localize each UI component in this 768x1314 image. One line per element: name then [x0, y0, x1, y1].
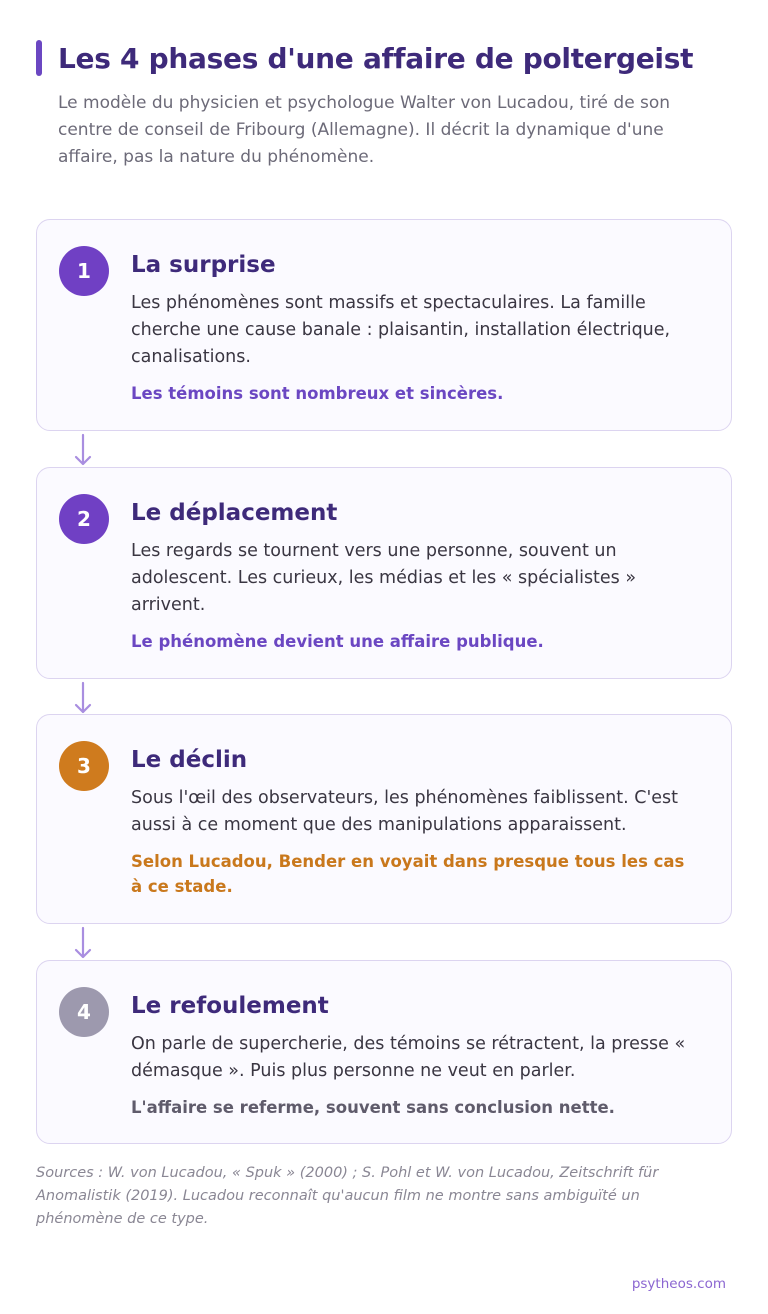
site-link[interactable]: psytheos.com [631, 1276, 726, 1292]
phase-description: Sous l'œil des observateurs, les phénomènes faiblissent. C'est aussi à ce moment que des manipulations apparaissent. [131, 788, 678, 835]
phase-content [131, 498, 701, 654]
arrow-down-icon [74, 926, 92, 960]
phase-note: Selon Lucadou, Bender en voyait dans presque tous les cas à ce stade. [131, 852, 685, 896]
phase-content [131, 250, 701, 406]
phase-description: Les phénomènes sont massifs et spectaculaires. La famille cherche une cause banale : plaisantin, installation électrique, canalisations. [131, 293, 671, 367]
phase-content [131, 745, 701, 899]
phase-note: Les témoins sont nombreux et sincères. [131, 384, 504, 403]
phase-title: Le déclin [131, 747, 248, 773]
arrow-down-icon [74, 433, 92, 467]
phase-description: On parle de supercherie, des témoins se rétractent, la presse « démasque ». Puis plus personne ne veut en parler. [131, 1034, 686, 1081]
phase-card-4 [36, 960, 732, 1144]
phase-content [131, 991, 701, 1120]
page-subtitle: Le modèle du physicien et psychologue Walter von Lucadou, tiré de son centre de conseil de Fribourg (Allemagne). Il décrit la dynamique d'une affaire, pas la nature du phénomène. [58, 93, 671, 167]
phase-description: Les regards se tournent vers une personne, souvent un adolescent. Les curieux, les médias et les « spécialistes » arrivent. [131, 541, 637, 615]
phase-card-1 [36, 219, 732, 431]
phase-title: Le refoulement [131, 993, 329, 1019]
title-accent-bar [36, 40, 42, 76]
arrow-down-icon [74, 681, 92, 715]
phase-note: L'affaire se referme, souvent sans conclusion nette. [131, 1098, 615, 1117]
phase-number-badge: 3 [59, 741, 109, 791]
sources-note: Sources : W. von Lucadou, « Spuk » (2000) ; S. Pohl et W. von Lucadou, Zeitschrift für Anomalistik (2019). Lucadou reconnaît qu'aucun film ne montre sans ambiguïté un phénomène de ce type. [36, 1165, 659, 1227]
phase-note: Le phénomène devient une affaire publique. [131, 632, 544, 651]
phase-number-badge: 1 [59, 246, 109, 296]
phase-number-badge: 4 [59, 987, 109, 1037]
page-title: Les 4 phases d'une affaire de poltergeist [58, 41, 694, 75]
phase-title: La surprise [131, 252, 276, 278]
title-row [36, 40, 726, 76]
phase-number-badge: 2 [59, 494, 109, 544]
header [36, 40, 726, 171]
phase-title: Le déplacement [131, 500, 338, 526]
phase-card-2 [36, 467, 732, 679]
phase-card-3 [36, 714, 732, 924]
